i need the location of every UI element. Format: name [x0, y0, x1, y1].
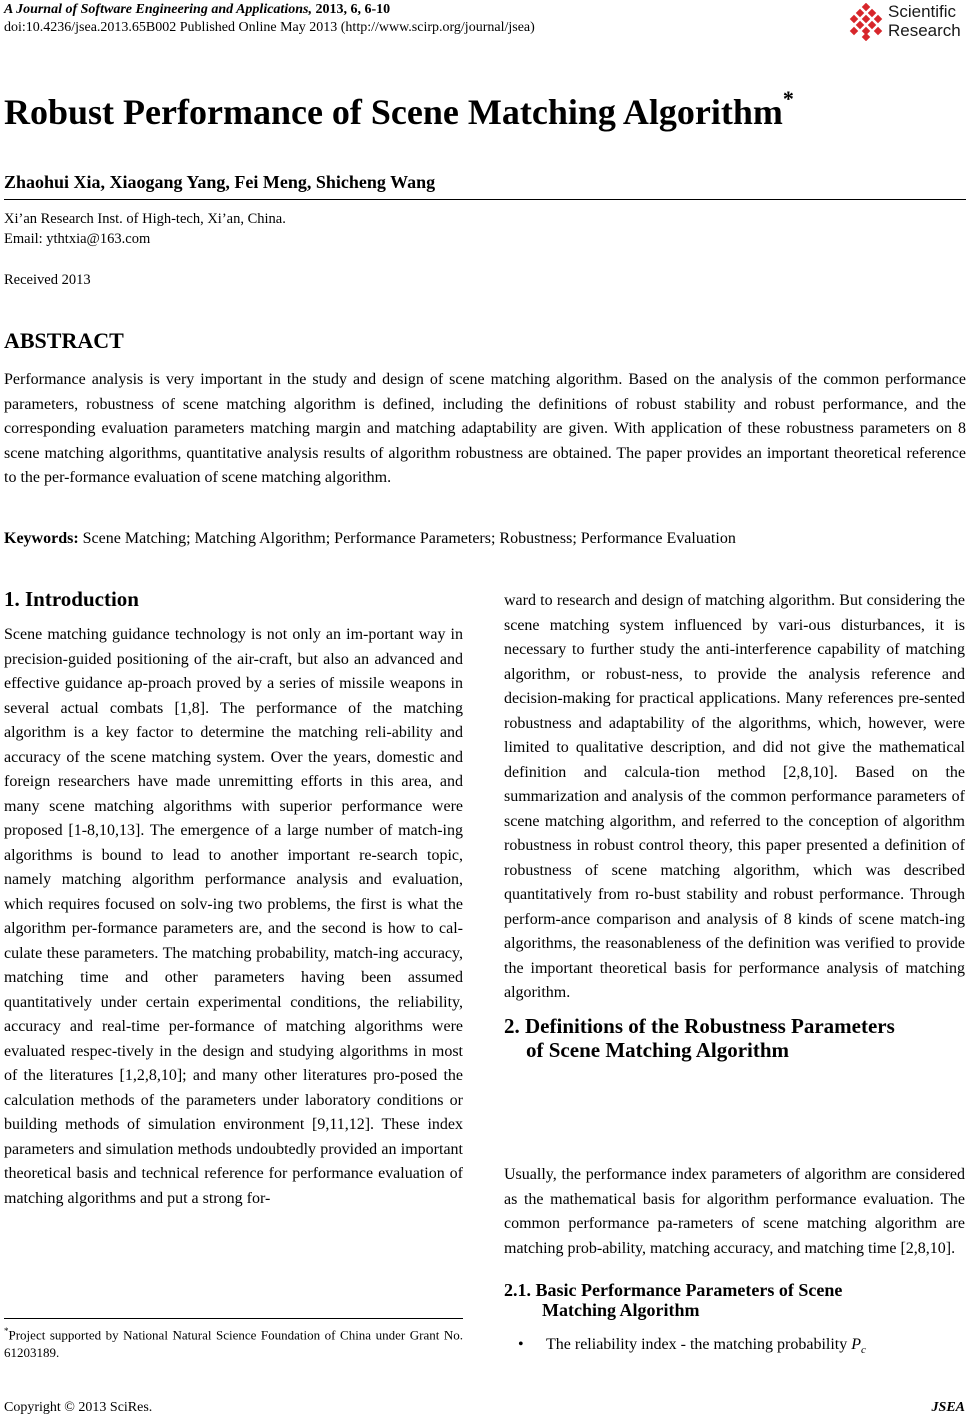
author-list: Zhaohui Xia, Xiaogang Yang, Fei Meng, Shicheng Wang: [4, 172, 436, 192]
logo-diamond: [862, 3, 870, 11]
author-divider: [4, 199, 966, 200]
journal-abbreviation: JSEA: [931, 1400, 965, 1415]
footnote-mark: *: [4, 1326, 9, 1336]
logo-diamond: [874, 27, 882, 35]
footnote: [4, 1322, 463, 1362]
logo-diamond: [862, 15, 870, 23]
scirp-logo-icon: [848, 3, 884, 41]
logo-diamond: [856, 9, 864, 17]
logo-diamond: [856, 21, 864, 29]
logo-diamond: [862, 33, 870, 41]
abstract-heading: ABSTRACT: [4, 328, 124, 353]
journal-name: A Journal of Software Engineering and Applications,: [4, 2, 312, 17]
footnote-divider: [4, 1318, 463, 1319]
keywords-label: Keywords:: [4, 530, 79, 547]
introduction-right-text: ward to research and design of matching algorithm. But considering the scene matching system influenced by vari-ous disturbances, it is necessary to further study the anti-interference capability of matching algorithm, or robust-ness, to provide the analysis reference and decision-making for practical applications. Many references pre-sented robustness and adaptability of the algorithms, which, however, were limited to qualitative description, and did not give the mathematical definition and calcula-tion method [2,8,10]. Based on the summarization and analysis of the common performance parameters of scene matching algorithm, and referred to the conception of algorithm robustness in robust control theory, this paper presented a definition of robustness of scene matching algorithm, which was described quantitatively from ro-bust stability and robust performance. Through perform-ance comparison and analysis of 8 kinds of scene match-ing algorithms, the reasonableness of the definition was verified to provide the important theoretical basis for performance analysis of matching algorithm.: [504, 592, 965, 1001]
abstract-text: Performance analysis is very important in the study and design of scene matching algorithm. Based on the analysis of the common performance parameters, robustness of scene matching algorithm is defined, including the definitions of robust stability and robust performance, and the corresponding evaluation parameters matching margin and matching adaptability are given. With application of these robustness parameters on 8 scene matching algorithms, quantitative analysis results of algorithm robustness are obtained. The paper provides an important theoretical reference to the per-formance evaluation of scene matching algorithm.: [4, 371, 966, 486]
introduction-left-text: Scene matching guidance technology is not only an im-portant way in precision-guided positioning of the air-craft, but also an advanced and effective guidance ap-proach proved by a series of missile weapons in several actual combats [1,8]. The performance of the matching algorithm is a key factor to determine the matching reli-ability and accuracy of the scene matching system. Over the years, domestic and foreign researchers have made unremitting efforts in this area, and many scene matching algorithms with superior performance were proposed [1-8,10,13]. The emergence of a large number of match-ing algorithms is bound to lead to another important re-search topic, namely matching algorithm performance analysis and evaluation, which requires focused on solv-ing two problems, the first is what the algorithm per-formance parameters are, and the second is how to cal-culate these parameters. The matching probability, match-ing accuracy, matching time and other parameters having been assumed quantitatively under certain experimental conditions, the reliability, accuracy and real-time per-formance of matching algorithms were evaluated respec-tively in the design and studying algorithms in most of the literatures [1,2,8,10]; and many other literatures pro-posed the calculation methods of the parameters under laboratory conditions or building methods of simulation environment [9,11,12]. These index parameters and simulation methods undoubtedly provided an important theoretical basis and technical reference for performance evaluation of matching algorithms and put a strong for-: [4, 626, 463, 1207]
doi-line: doi:10.4236/jsea.2013.65B002 Published Online May 2013 (http://www.scirp.org/journal/jsea): [4, 20, 535, 35]
keywords-list: Scene Matching; Matching Algorithm; Performance Parameters; Robustness; Performance Evaluation: [78, 530, 736, 547]
paper-title: Robust Performance of Scene Matching Algorithm*: [4, 86, 794, 132]
title-footnote-mark: *: [782, 86, 794, 111]
logo-diamond: [874, 15, 882, 23]
logo-diamond: [850, 15, 858, 23]
section-2-text: Usually, the performance index parameters of algorithm are considered as the mathematical basis for algorithm performance evaluation. The common performance pa-rameters of scene matching algorithm are matching prob-ability, matching accuracy, and matching time [2,8,10].: [504, 1166, 965, 1257]
journal-volume: 2013, 6, 6-10: [311, 2, 391, 17]
logo-diamond: [868, 21, 876, 29]
logo-line-2: Research: [888, 21, 961, 40]
publisher-logo: [848, 2, 964, 42]
subsection-2-1-heading: 2.1. Basic Performance Parameters of Scene Matching Algorithm: [504, 1280, 843, 1320]
section-2-heading: 2. Definitions of the Robustness Parameters of Scene Matching Algorithm: [504, 1014, 895, 1062]
received-date: Received 2013: [4, 272, 91, 288]
copyright-notice: Copyright © 2013 SciRes.: [4, 1400, 153, 1415]
section-1-heading: 1. Introduction: [4, 587, 139, 611]
email: Email: ythtxia@163.com: [4, 231, 151, 247]
logo-text: [888, 2, 961, 40]
bullet-symbol: P: [851, 1336, 862, 1353]
logo-diamond: [850, 27, 858, 35]
bullet-item: The reliability index - the matching probability $P_c$: [546, 1336, 866, 1357]
bullet-icon: •: [518, 1336, 524, 1353]
footnote-text: Project supported by National Natural Science Foundation of China under Grant No. 61203189.: [4, 1327, 463, 1361]
logo-line-1: Scientific: [888, 2, 957, 21]
keywords-line: [4, 530, 736, 548]
affiliation: Xi’an Research Inst. of High-tech, Xi’an, China.: [4, 211, 286, 227]
bullet-subscript: c: [861, 1344, 866, 1357]
affiliation-block: [4, 209, 286, 249]
journal-citation: [4, 2, 390, 18]
logo-diamond: [868, 9, 876, 17]
